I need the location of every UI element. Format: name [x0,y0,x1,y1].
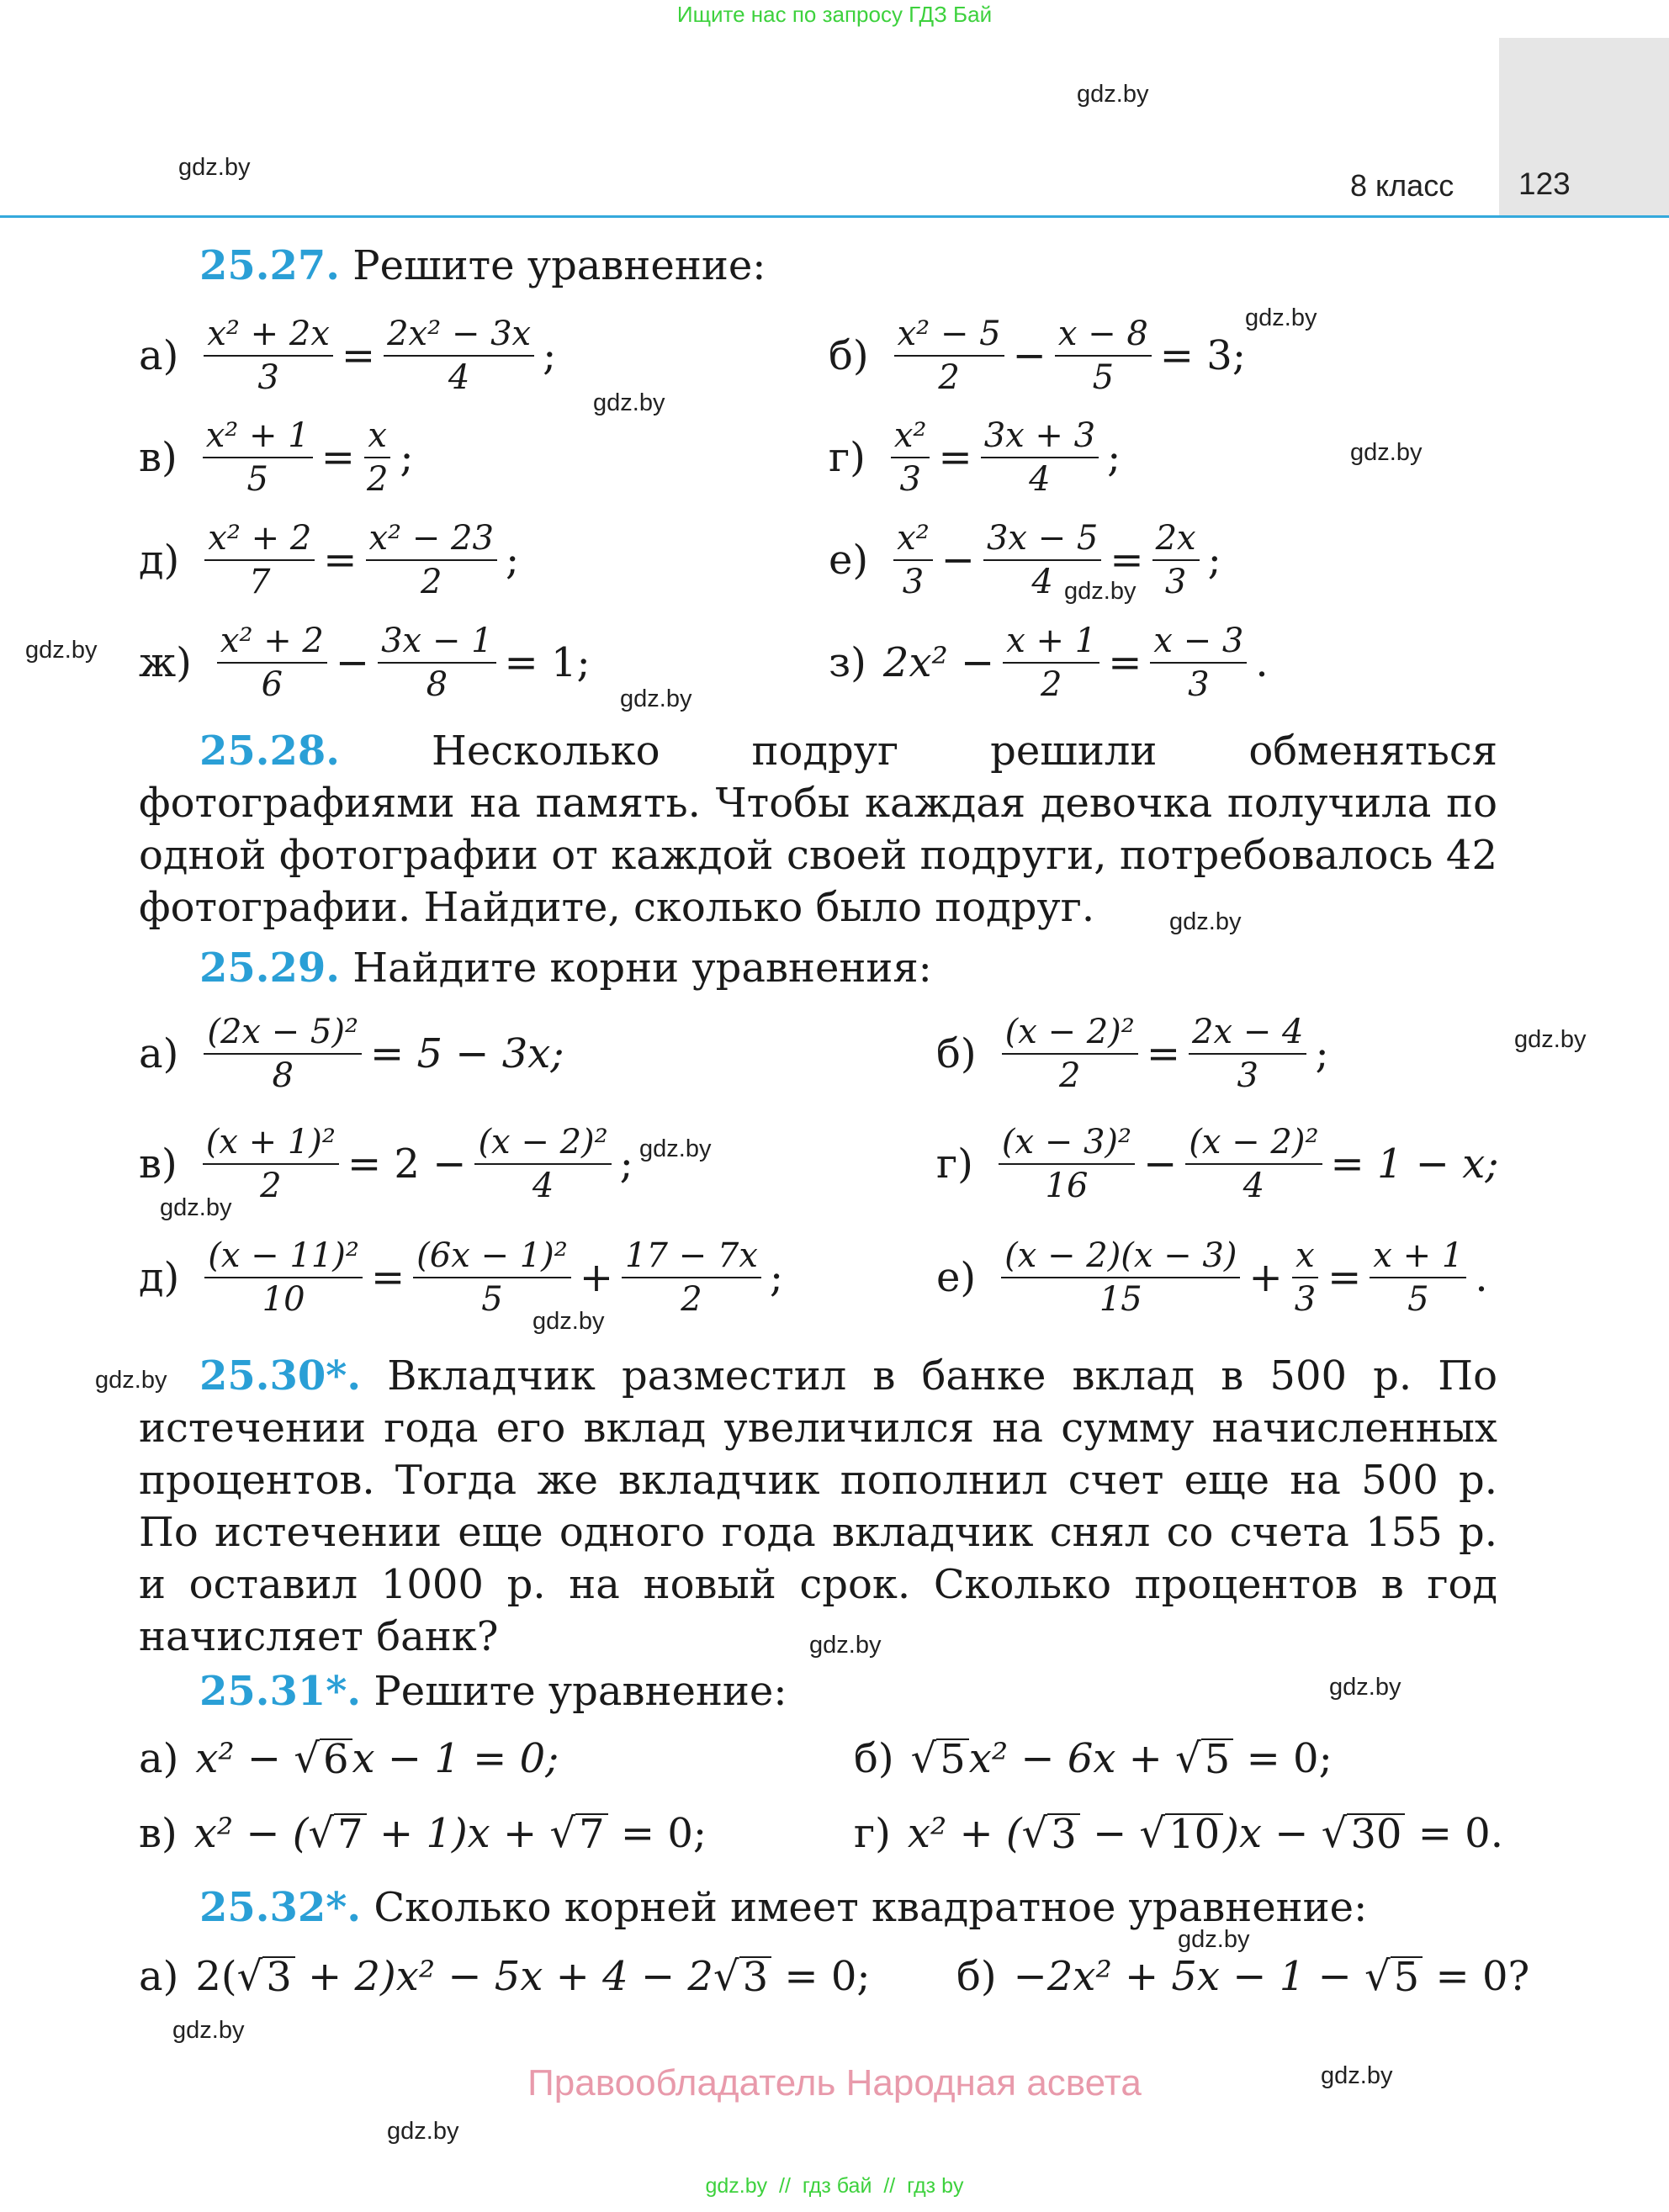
page-number: 123 [1518,167,1571,201]
watermark: gdz.by [639,1135,712,1162]
eq-25-27-e: е) $\frac{\text{x²}}{3}$ − $\frac{3x - 5}{4}$ = $\frac{2x}{3}$ ; [829,519,1221,601]
watermark: gdz.by [1178,1926,1250,1953]
problem-25-32-heading: 25.32*. Сколько корней имеет квадратное уравнение: [199,1884,1368,1931]
eq-25-27-zh: ж) $\frac{\text{x² + 2}}{6}$ − $\frac{3x - 1}{8}$ = 1; [139,622,591,704]
eq-25-31-g: г) x² + ( √ 3 − √ 10 )x − √ 30 = 0. [854,1810,1503,1858]
eq-25-27-b: б) $\frac{\text{x² − 5}}{2}$ − $\frac{x - 8}{5}$ = 3; [829,315,1246,397]
watermark: gdz.by [160,1194,232,1221]
watermark: gdz.by [25,637,98,664]
watermark: gdz.by [1077,81,1149,108]
eq-25-29-a: а) $\frac{\text{(2x − 5)²}}{8}$ = 5 − 3x; [139,1013,564,1095]
eq-25-29-e: е) $\frac{(x - 2)(x - 3)}{15}$ + $\frac{x}{3}$ = $\frac{x + 1}{5}$ . [936,1236,1488,1319]
top-banner: Ищите нас по запросу ГДЗ Бай [676,2,993,27]
eq-25-27-g: г) $\frac{\text{x²}}{3}$ = $\frac{3x + 3}{4}$ ; [829,416,1121,499]
eq-25-27-a: а) $\frac{\text{x² + 2x}}{3}$ = $\frac{\text{2x² − 3x}}{4}$ ; [139,315,557,397]
footer-links: gdz.by // гдз бай // гдз by [705,2174,964,2198]
watermark: gdz.by [1350,439,1423,466]
grade-label: 8 класс [1350,168,1454,203]
copyright-holder: Правообладатель Народная асвета [527,2062,1142,2104]
eq-25-31-a: а) x² − √ 6 x − 1 = 0; [139,1735,559,1783]
problem-25-29-heading: 25.29. Найдите корни уравнения: [199,945,932,992]
watermark: gdz.by [1169,908,1242,935]
eq-25-31-v: в) x² − ( √ 7 + 1)x + √ 7 = 0; [139,1810,707,1858]
eq-25-29-g: г) $\frac{\text{(x − 3)²}}{16}$ − $\frac{\text{(x − 2)²}}{4}$ = 1 − x; [936,1123,1499,1205]
watermark: gdz.by [387,2118,459,2145]
watermark: gdz.by [172,2017,245,2044]
watermark: gdz.by [178,154,251,181]
eq-25-29-v: в) $\frac{\text{(x + 1)²}}{2}$ = 2 − $\frac{\text{(x − 2)²}}{4}$ ; [139,1123,633,1205]
header-rule [0,215,1669,218]
eq-25-27-v: в) $\frac{\text{x² + 1}}{5}$ = $\frac{x}{2}$ ; [139,416,414,499]
eq-25-29-d: д) $\frac{\text{(x − 11)²}}{10}$ = $\frac{\text{(6x − 1)²}}{5}$ + $\frac{17 - 7x}{2}$ ; [139,1236,784,1319]
eq-25-27-d: д) $\frac{\text{x² + 2}}{7}$ = $\frac{\text{x² − 23}}{2}$ ; [139,519,520,601]
watermark: gdz.by [532,1308,605,1335]
watermark: gdz.by [1321,2062,1393,2089]
problem-25-28: 25.28. Несколько подруг решили обменяться фотографиями на память. Чтобы каждая девочка получила по одной фотографии от каждой своей подруги, потребовалось 42 фотографии. Найдите, сколько было подруг. [139,728,1497,931]
watermark: gdz.by [1329,1674,1401,1701]
problem-25-27-heading: 25.27. Решите уравнение: [199,242,766,289]
eq-25-27-z: з) 2x² − $\frac{x + 1}{2}$ = $\frac{x - 3}{3}$ . [829,622,1269,704]
watermark: gdz.by [593,389,665,416]
watermark: gdz.by [620,685,692,712]
watermark: gdz.by [1245,304,1317,331]
watermark: gdz.by [1064,578,1137,605]
eq-25-29-b: б) $\frac{\text{(x − 2)²}}{2}$ = $\frac{2x - 4}{3}$ ; [936,1013,1329,1095]
eq-25-31-b: б) √ 5 x² − 6x + √ 5 = 0; [854,1735,1333,1783]
eq-25-32-b: б) −2x² + 5x − 1 − √ 5 = 0? [956,1953,1530,2001]
eq-25-32-a: а) 2( √ 3 + 2)x² − 5x + 4 − 2 √ 3 = 0; [139,1953,871,2001]
problem-25-30: 25.30*. Вкладчик разместил в банке вклад в 500 р. По истечении года его вклад увеличился на сумму начисленных процентов. Тогда же вкладчик пополнил счет еще на 500 р. По истечении еще одного года вкладчик снял со счета 155 р. и оставил 1000 р. на новый срок. Сколько процентов в год начисляет банк? [139,1352,1498,1660]
watermark: gdz.by [809,1632,882,1659]
watermark: gdz.by [1514,1026,1587,1053]
problem-25-31-heading: 25.31*. Решите уравнение: [199,1668,787,1715]
watermark: gdz.by [95,1367,167,1394]
